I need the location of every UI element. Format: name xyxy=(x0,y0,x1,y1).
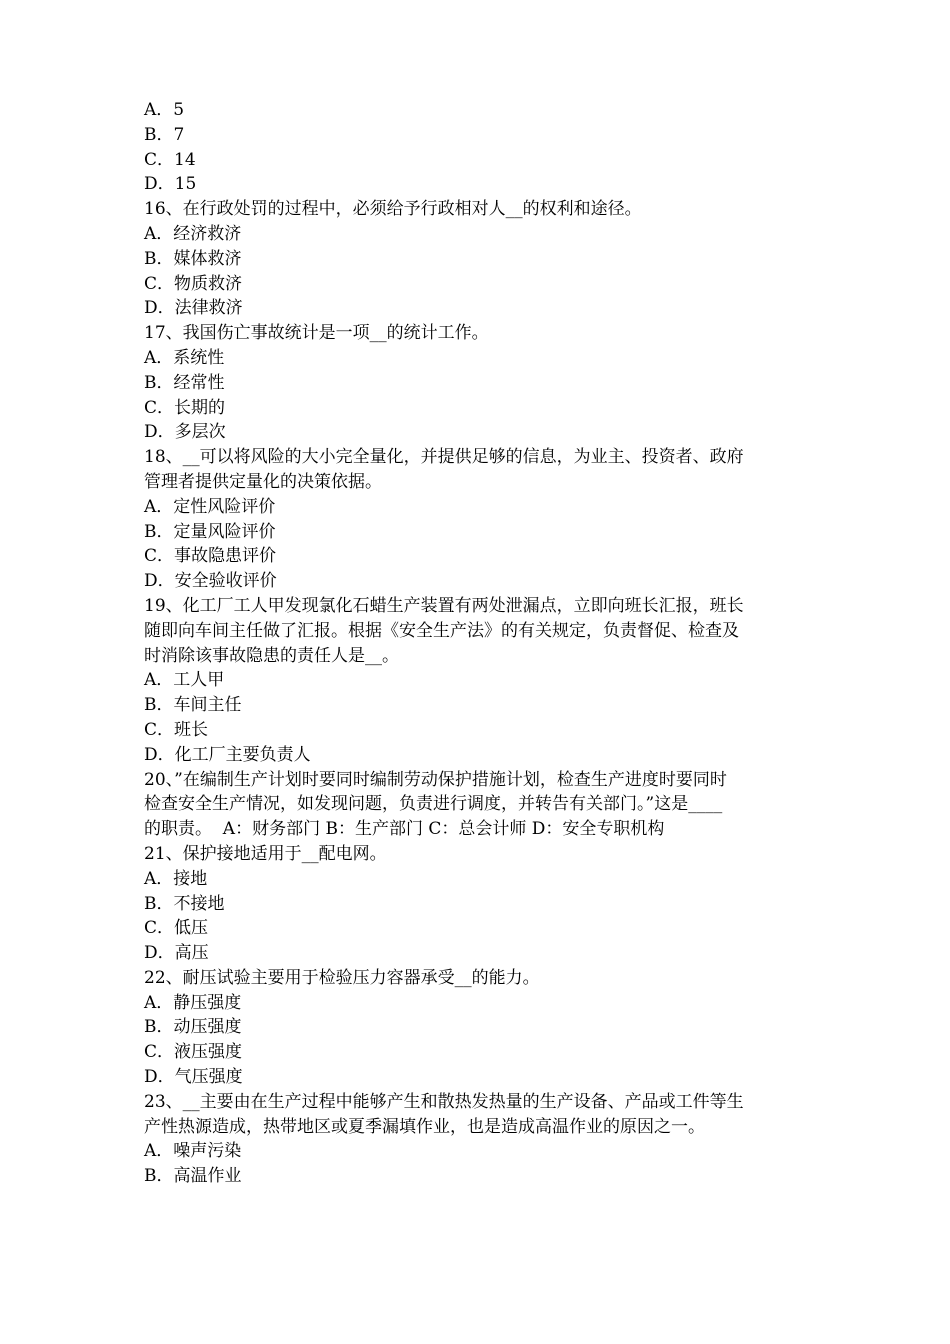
question-19-line-1: 19、化工厂工人甲发现氯化石蜡生产装置有两处泄漏点，立即向班长汇报，班长 xyxy=(144,595,744,616)
document-page xyxy=(144,98,816,1189)
option-b-17: B．经常性 xyxy=(144,372,225,393)
question-20-line-2: 检查安全生产情况，如发现问题，负责进行调度，并转告有关部门。”这是____ xyxy=(144,794,723,815)
option-d-15-prev: D．15 xyxy=(144,174,197,195)
option-c-17: C．长期的 xyxy=(144,397,226,418)
option-c-16: C．物质救济 xyxy=(144,273,243,294)
question-17: 17、我国伤亡事故统计是一项__的统计工作。 xyxy=(144,323,489,344)
option-a-23: A．噪声污染 xyxy=(144,1141,242,1162)
option-d-22: D．气压强度 xyxy=(144,1067,243,1088)
option-a-22: A．静压强度 xyxy=(144,992,242,1013)
question-19-line-3: 时消除该事故隐患的责任人是__。 xyxy=(144,645,399,666)
option-d-19: D．化工厂主要负责人 xyxy=(144,744,311,765)
option-b-16: B．媒体救济 xyxy=(144,248,242,269)
option-b-18: B．定量风险评价 xyxy=(144,521,276,542)
option-a-19: A．工人甲 xyxy=(144,670,225,691)
option-c-18: C．事故隐患评价 xyxy=(144,546,277,567)
option-b-19: B．车间主任 xyxy=(144,695,242,716)
option-c-15-prev: C．14 xyxy=(144,149,196,170)
option-d-18: D．安全验收评价 xyxy=(144,571,277,592)
option-a-16: A．经济救济 xyxy=(144,223,242,244)
option-a-21: A．接地 xyxy=(144,868,208,889)
question-20-line-3: 的职责。 A：财务部门 B：生产部门 C：总会计师 D：安全专职机构 xyxy=(144,819,665,840)
question-22: 22、耐压试验主要用于检验压力容器承受__的能力。 xyxy=(144,967,540,988)
option-c-21: C．低压 xyxy=(144,918,209,939)
question-23-line-1: 23、__主要由在生产过程中能够产生和散热发热量的生产设备、产品或工件等生 xyxy=(144,1091,744,1112)
option-d-16: D．法律救济 xyxy=(144,298,243,319)
option-b-21: B．不接地 xyxy=(144,893,225,914)
question-16: 16、在行政处罚的过程中，必须给予行政相对人__的权利和途径。 xyxy=(144,199,642,220)
option-a-15-prev: A．5 xyxy=(144,100,185,120)
question-18-line-2: 管理者提供定量化的决策依据。 xyxy=(144,471,382,492)
question-20-line-1: 20、”在编制生产计划时要同时编制劳动保护措施计划，检查生产进度时要同时 xyxy=(144,769,727,790)
option-a-17: A．系统性 xyxy=(144,347,225,368)
option-b-15-prev: B．7 xyxy=(144,124,185,145)
question-18-line-1: 18、__可以将风险的大小完全量化，并提供足够的信息，为业主、投资者、政府 xyxy=(144,447,744,468)
option-d-21: D．高压 xyxy=(144,943,209,964)
question-19-line-2: 随即向车间主任做了汇报。根据《安全生产法》的有关规定，负责督促、检查及 xyxy=(144,620,739,641)
option-b-22: B．动压强度 xyxy=(144,1017,242,1038)
option-d-17: D．多层次 xyxy=(144,422,226,443)
option-c-19: C．班长 xyxy=(144,719,209,740)
question-23-line-2: 产性热源造成，热带地区或夏季漏填作业，也是造成高温作业的原因之一。 xyxy=(144,1116,705,1137)
question-21: 21、保护接地适用于__配电网。 xyxy=(144,843,387,864)
option-b-23: B．高温作业 xyxy=(144,1166,242,1187)
option-a-18: A．定性风险评价 xyxy=(144,496,276,517)
option-c-22: C．液压强度 xyxy=(144,1042,243,1063)
